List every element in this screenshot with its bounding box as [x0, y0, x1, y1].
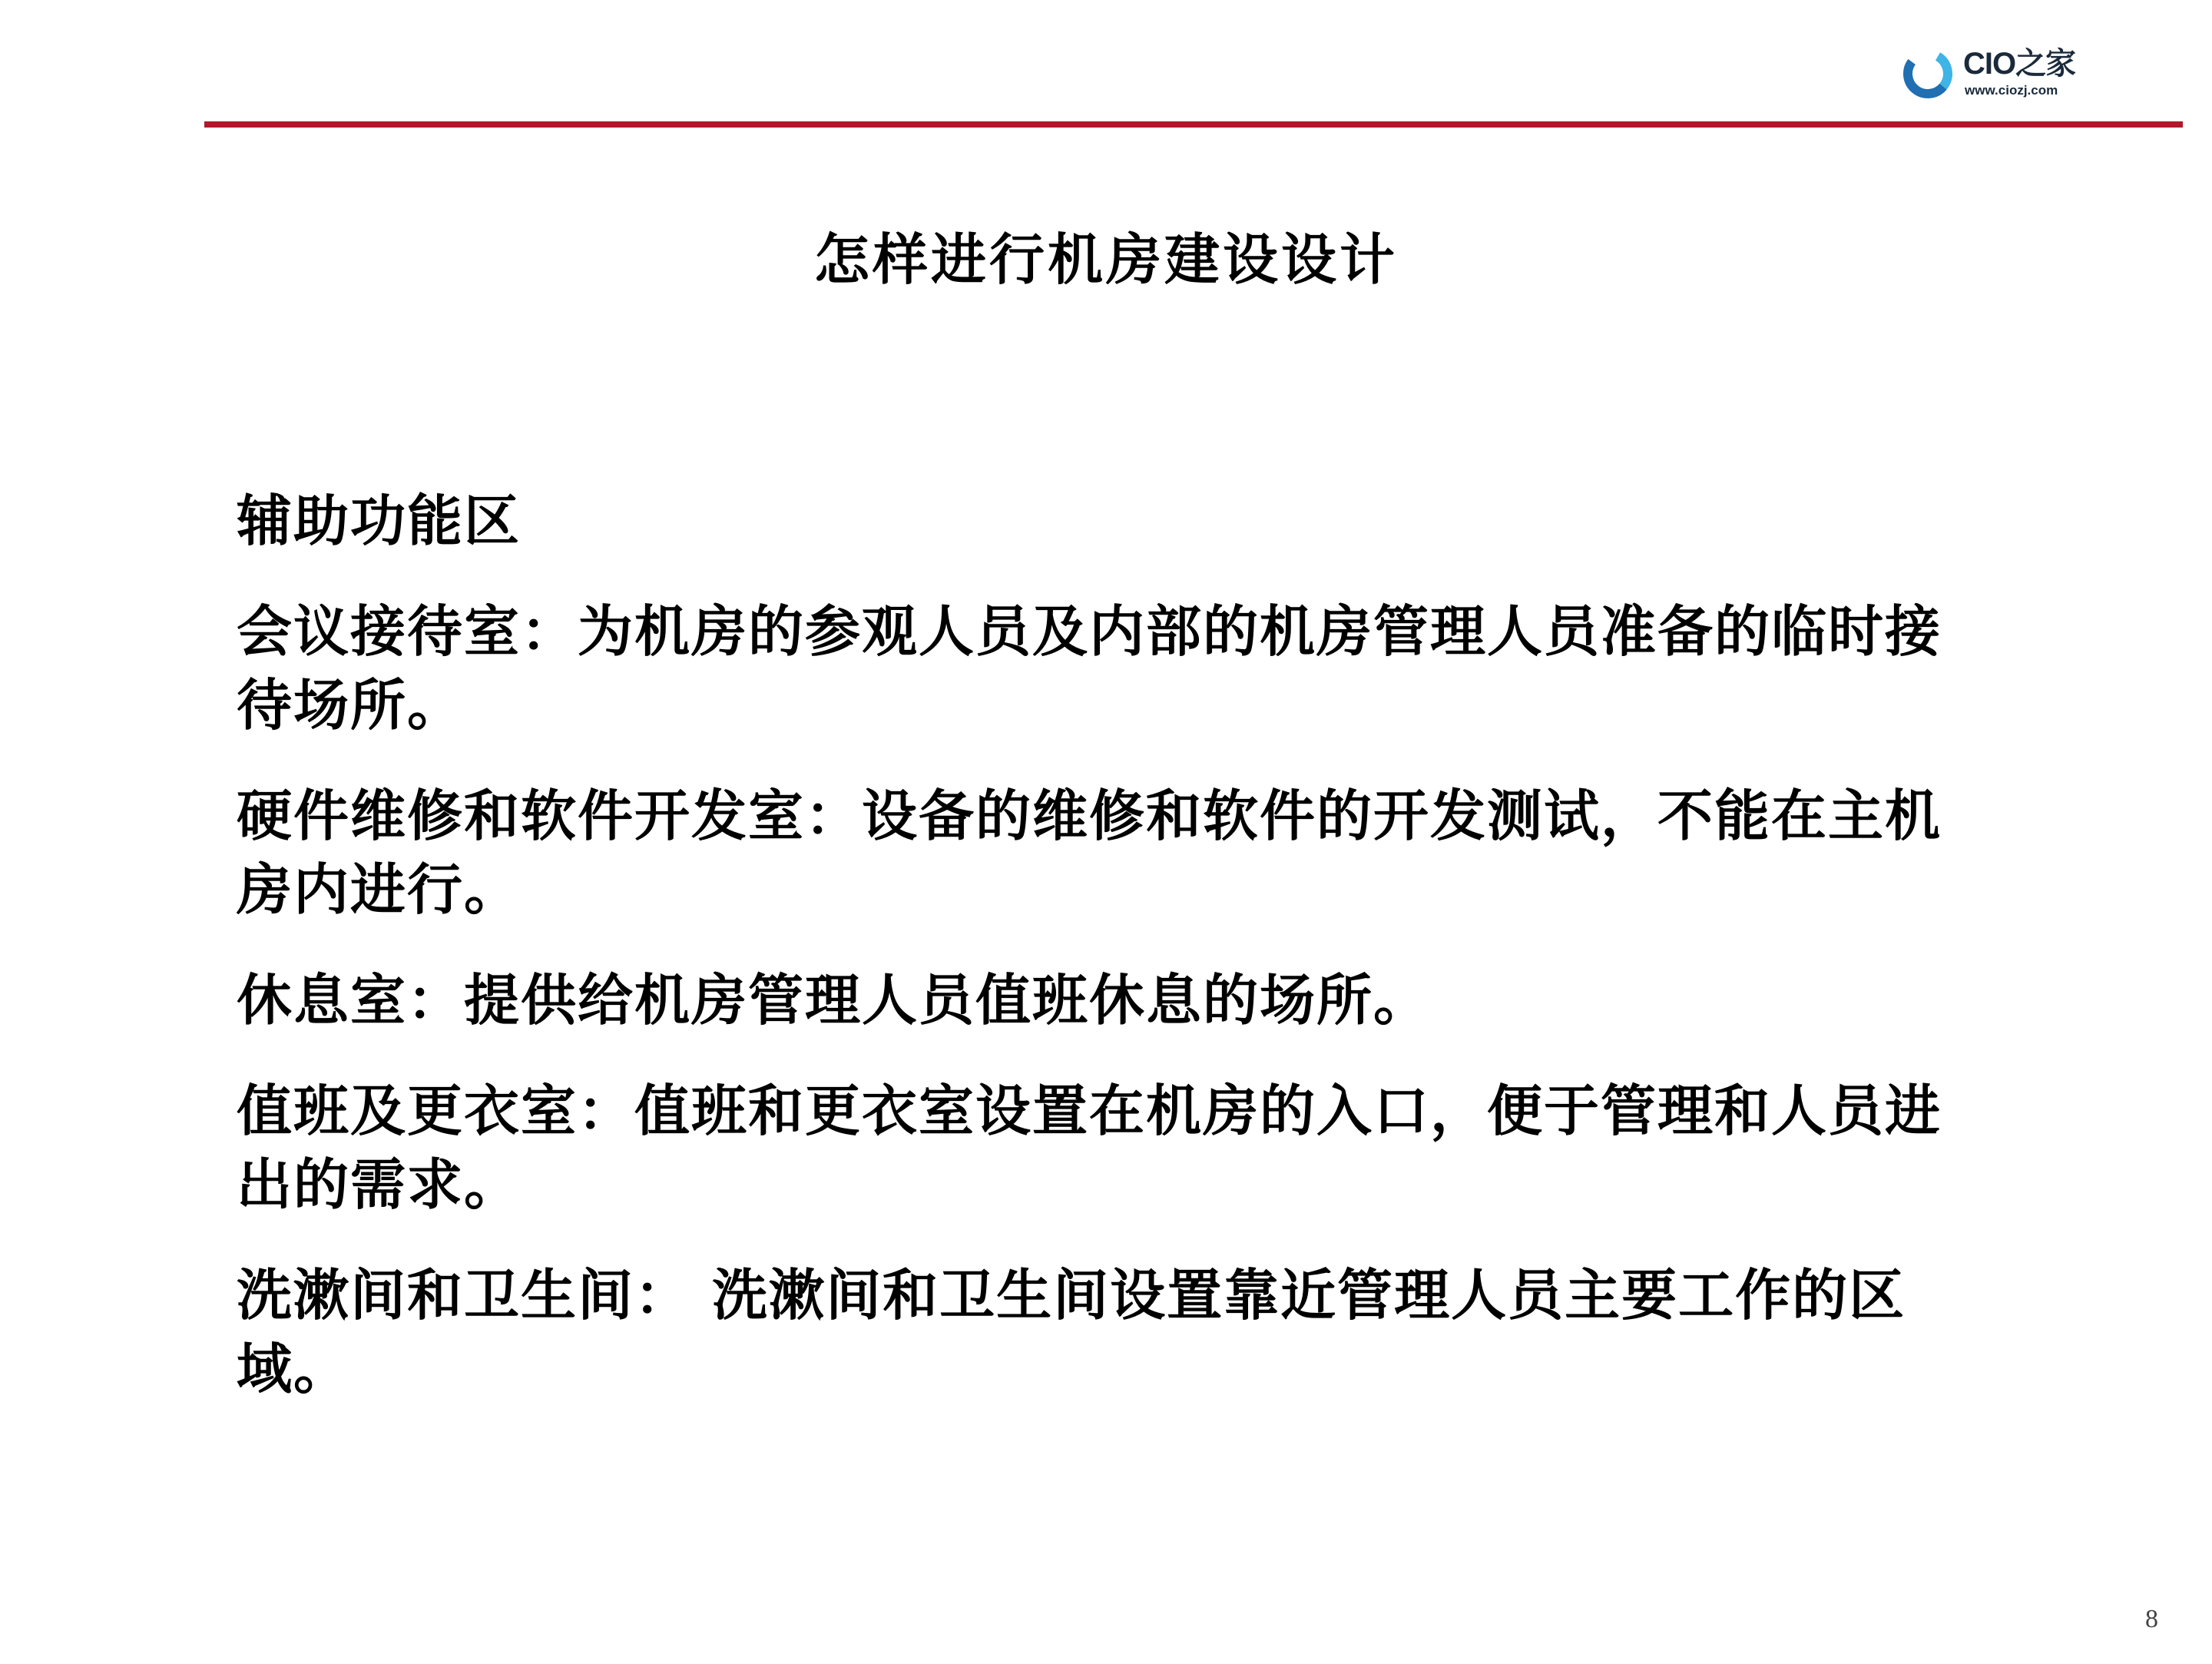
logo-ring-icon — [1902, 48, 1954, 100]
paragraph-section-heading: 辅助功能区 — [237, 488, 522, 553]
slide-title: 怎样进行机房建设设计 — [813, 227, 1398, 292]
cio-logo — [1902, 45, 2094, 104]
header-rule — [204, 121, 2183, 128]
paragraph-washroom: 洗漱间和卫生间： 洗漱间和卫生间设置靠近管理人员主要工作的区域。 — [237, 1262, 1906, 1401]
logo-url: www.ciozj.com — [1965, 83, 2058, 98]
logo-name: CIO之家 — [1963, 47, 2076, 81]
slide-body — [237, 484, 1980, 1443]
paragraph-rest-room: 休息室：提供给机房管理人员值班休息的场所。 — [237, 967, 1431, 1033]
page-number: 8 — [2145, 1605, 2158, 1633]
paragraph-meeting-room: 会议接待室：为机房的参观人员及内部的机房管理人员准备的临时接待场所。 — [237, 598, 1942, 738]
paragraph-maintenance-room: 硬件维修和软件开发室：设备的维修和软件的开发测试，不能在主机房内进行。 — [237, 783, 1942, 922]
paragraph-duty-room: 值班及更衣室：值班和更衣室设置在机房的入口，便于管理和人员进出的需求。 — [237, 1078, 1942, 1217]
